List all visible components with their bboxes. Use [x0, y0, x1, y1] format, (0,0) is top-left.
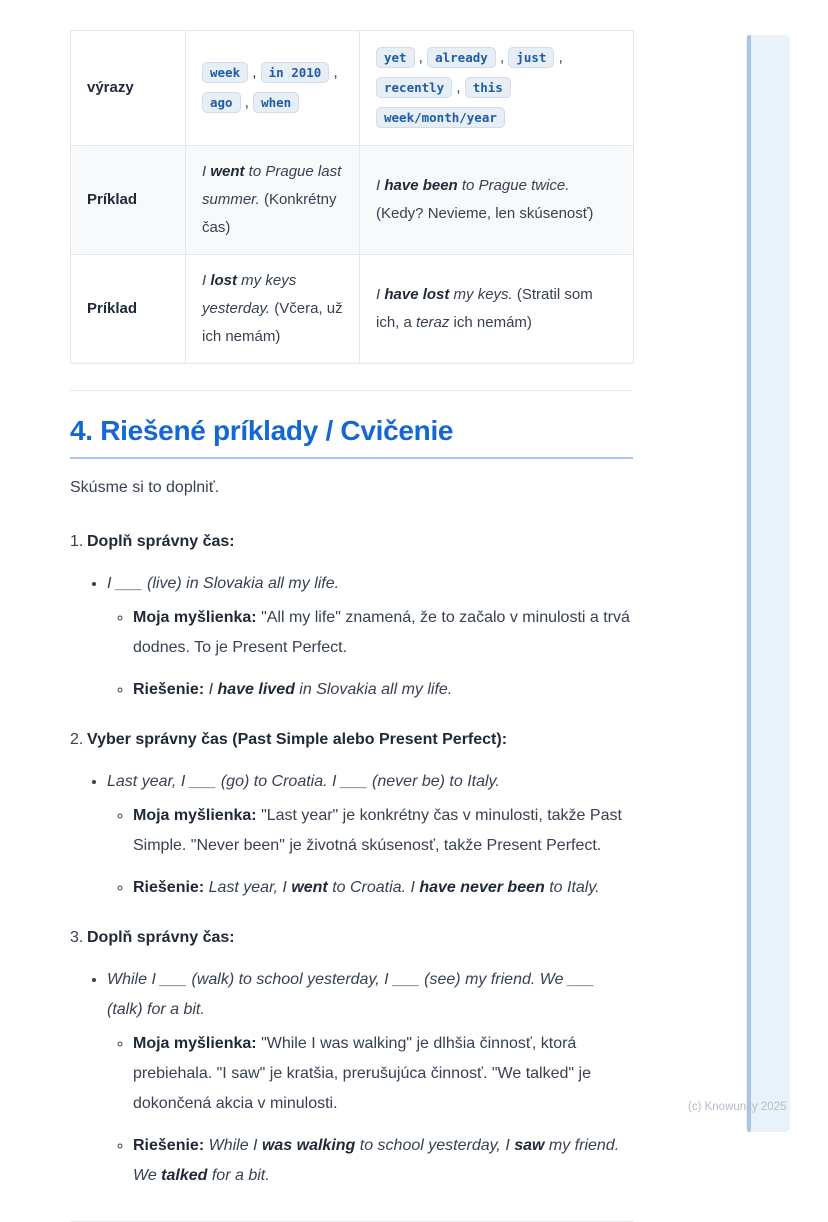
exercise-sentence: • While I ___ (walk) to school yesterday, I ___ (see) my friend. We ___ (talk) for a bit. [107, 971, 595, 1018]
document-content [70, 30, 633, 1222]
exercise-body [87, 729, 633, 903]
exercise-sentence: • Last year, I ___ (go) to Croatia. I ___ (never be) to Italy. [107, 773, 500, 790]
list-item [107, 767, 633, 903]
code-chip: recently [376, 77, 452, 98]
section-divider [70, 390, 633, 391]
thought-label: Moja myšlienka: [133, 807, 257, 824]
intro-text: Skúsme si to doplniť. [70, 479, 220, 496]
copyright-watermark: (c) Knowunity 2025 [688, 1101, 787, 1113]
solution-item [133, 1131, 633, 1191]
exercise-number: 1. [70, 533, 84, 550]
table-row-vyrazy [71, 31, 634, 146]
exercise-title: Doplň správny čas: [87, 929, 235, 946]
solution-label: Riešenie: [133, 1137, 205, 1154]
exercise-notes-list [107, 603, 633, 705]
code-chip-wrap [376, 49, 427, 66]
code-chip: yet [376, 47, 415, 68]
code-chip-wrap [427, 49, 508, 66]
thought-item [133, 603, 633, 663]
code-chip: in 2010 [261, 62, 330, 83]
thought-text: "All my life" znamená, že to začalo v minulosti a trvá dodnes. To je Present Perfect. [133, 609, 630, 656]
table-row-priklad-2 [71, 255, 634, 364]
code-chip: just [508, 47, 554, 68]
code-chip-wrap [202, 64, 261, 81]
code-chip-wrap [253, 94, 299, 111]
thought-label: Moja myšlienka: [133, 1035, 257, 1052]
exercise-item-2 [70, 729, 633, 903]
exercise-notes-list [107, 1029, 633, 1191]
solution-item [133, 675, 633, 705]
tense-comparison-table [70, 30, 634, 364]
section-heading: 4. Riešené príklady / Cvičenie [70, 415, 633, 459]
table-row-priklad-1 [71, 146, 634, 255]
past-simple-example-cell: I went to Prague last summer. (Konkrétny čas) [186, 146, 360, 255]
code-chip: week [202, 62, 248, 83]
code-chip: already [427, 47, 496, 68]
present-perfect-expressions-cell [360, 31, 634, 146]
code-chip: when [253, 92, 299, 113]
solution-text: I have lived in Slovakia all my life. [208, 681, 453, 698]
thought-item [133, 1029, 633, 1119]
exercise-number: 2. [70, 731, 84, 748]
past-simple-expressions-cell [186, 31, 360, 146]
thought-item [133, 801, 633, 861]
exercise-number: 3. [70, 929, 84, 946]
present-perfect-example-cell: I have lost my keys. (Stratil som ich, a teraz ich nemám) [360, 255, 634, 364]
past-simple-example-cell: I lost my keys yesterday. (Včera, už ich nemám) [186, 255, 360, 364]
row-label: Príklad [71, 146, 186, 255]
exercise-list [70, 531, 633, 1191]
solution-text: Last year, I went to Croatia. I have never been to Italy. [208, 879, 600, 896]
row-label: Príklad [71, 255, 186, 364]
code-chip-wrap [508, 49, 562, 66]
code-chip-wrap [202, 94, 253, 111]
solution-label: Riešenie: [133, 681, 205, 698]
scrollbar-track[interactable] [746, 35, 790, 1132]
code-chip: this week/month/year [376, 77, 511, 128]
thought-text: "While I was walking" je dlhšia činnosť, ktorá prebiehala. "I saw" je kratšia, prerušujúca činnosť. "We talked" je dokončená akcia v minulosti. [133, 1035, 591, 1112]
row-label: výrazy [71, 31, 186, 146]
exercise-item-1 [70, 531, 633, 705]
exercise-body [87, 927, 633, 1191]
exercise-title: Doplň správny čas: [87, 533, 235, 550]
solution-text: While I was walking to school yesterday, I saw my friend. We talked for a bit. [133, 1137, 620, 1184]
code-chip-wrap [376, 79, 465, 96]
exercise-sentence: • I ___ (live) in Slovakia all my life. [107, 575, 340, 592]
solution-label: Riešenie: [133, 879, 205, 896]
present-perfect-example-cell: I have been to Prague twice. (Kedy? Nevieme, len skúsenosť) [360, 146, 634, 255]
code-chip-wrap [261, 64, 338, 81]
code-chip: ago [202, 92, 241, 113]
solution-item [133, 873, 633, 903]
scrollbar-thumb[interactable] [747, 35, 751, 1132]
exercise-title: Vyber správny čas (Past Simple alebo Present Perfect): [87, 731, 508, 748]
exercise-item-3 [70, 927, 633, 1191]
exercise-body [87, 531, 633, 705]
exercise-sentence-list [87, 569, 633, 705]
exercise-sentence-list [87, 965, 633, 1191]
exercise-notes-list [107, 801, 633, 903]
exercise-sentence-list [87, 767, 633, 903]
list-item [107, 569, 633, 705]
list-item [107, 965, 633, 1191]
thought-text: "Last year" je konkrétny čas v minulosti, takže Past Simple. "Never been" je životná skúsenosť, takže Present Perfect. [133, 807, 622, 854]
thought-label: Moja myšlienka: [133, 609, 257, 626]
